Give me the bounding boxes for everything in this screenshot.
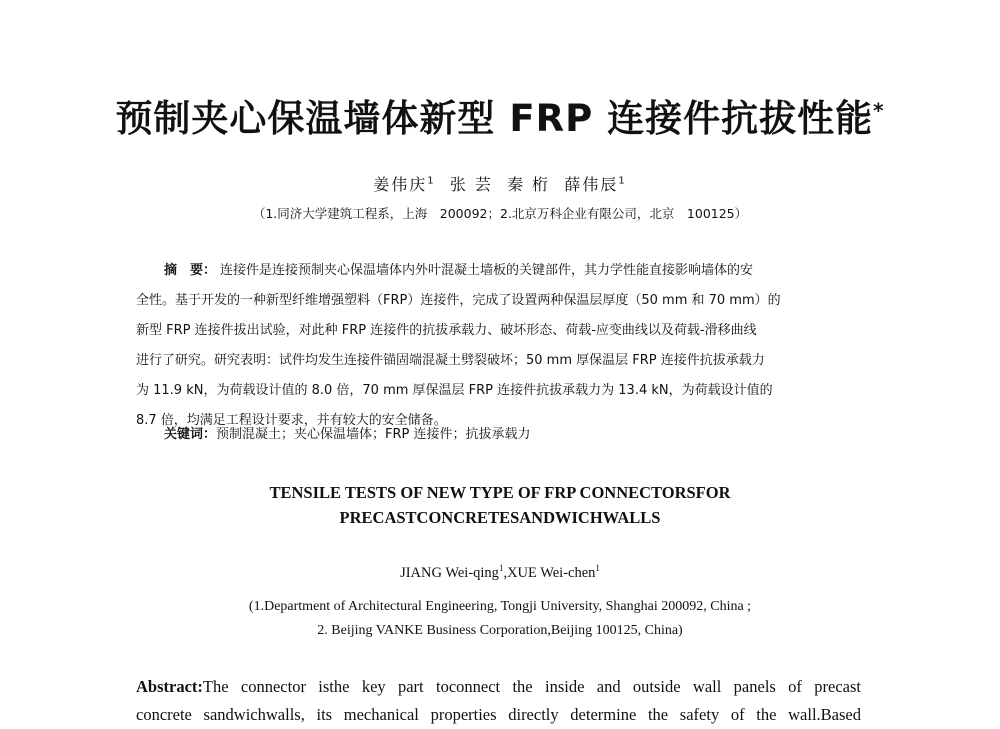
author-cn: 薛伟辰 <box>564 175 619 194</box>
authors-cn <box>0 172 1000 195</box>
author-cn: 张 芸 <box>449 175 493 194</box>
abstract-en-text: The connector isthe key part toconnect the inside and outside wall panels of precast <box>202 677 861 696</box>
abstract-cn-line: 8.7 倍，均满足工程设计要求，并有较大的安全储备。 <box>136 413 447 428</box>
abstract-cn-line: 为 11.9 kN，为荷载设计值的 8.0 倍，70 mm 厚保温层 FRP 连接件抗拔承载力为 13.4 kN，为荷载设计值的 <box>136 383 773 398</box>
author-affil-mark: 1 <box>595 563 600 573</box>
affiliation-cn: （1.同济大学建筑工程系，上海 200092；2.北京万科企业有限公司，北京 100125） <box>252 206 748 221</box>
abstract-cn <box>136 256 858 436</box>
author-en: XUE Wei-chen <box>507 564 596 581</box>
abstract-cn-line: 全性。基于开发的一种新型纤维增强塑料（FRP）连接件，完成了设置两种保温层厚度（50 mm 和 70 mm）的 <box>136 293 781 308</box>
abstract-cn-line: 新型 FRP 连接件拔出试验，对此种 FRP 连接件的抗拔承载力、破坏形态、荷载-应变曲线以及荷载-滑移曲线 <box>136 323 757 338</box>
abstract-cn-label: 摘 要： <box>164 263 217 278</box>
abstract-en-line-2: concrete sandwichwalls, its mechanical properties directly determine the safety of the wall.Based <box>136 705 861 724</box>
author-cn: 秦 桁 <box>507 175 551 194</box>
affiliation-en <box>0 595 1000 643</box>
paper-title-en <box>0 480 1000 530</box>
affiliation-en-line-1: (1.Department of Architectural Engineering, Tongji University, Shanghai 200092, China ; <box>248 599 752 614</box>
author-en: JIANG Wei-qing <box>400 564 499 581</box>
affiliation-en-line-2: 2. Beijing VANKE Business Corporation,Beijing 100125, China) <box>317 623 683 638</box>
title-footnote-mark: * <box>873 98 885 123</box>
author-affil-mark: 1 <box>427 175 436 187</box>
title-en-line-1: TENSILE TESTS OF NEW TYPE OF FRP CONNECTORSFOR <box>269 483 731 502</box>
abstract-cn-text: 连接件是连接预制夹心保温墙体内外叶混凝土墙板的关键部件，其力学性能直接影响墙体的安 <box>220 263 754 278</box>
author-cn: 姜伟庆 <box>373 175 428 194</box>
abstract-en <box>136 673 861 729</box>
author-affil-mark: 1 <box>618 175 627 187</box>
abstract-cn-line-1 <box>136 256 858 286</box>
abstract-en-line-1 <box>136 673 861 701</box>
authors-en <box>0 563 1000 582</box>
paper-title-cn <box>0 88 1000 142</box>
abstract-cn-line: 进行了研究。研究表明：试件均发生连接件锚固端混凝土劈裂破坏；50 mm 厚保温层 FRP 连接件抗拔承载力 <box>136 353 765 368</box>
title-text: 预制夹心保温墙体新型 FRP 连接件抗拔性能 <box>115 97 874 140</box>
keywords-cn-text: 预制混凝土；夹心保温墙体；FRP 连接件；抗拔承载力 <box>216 427 531 442</box>
title-en-line-2: PRECASTCONCRETESANDWICHWALLS <box>339 508 661 527</box>
keywords-cn-label: 关键词： <box>164 427 217 442</box>
abstract-en-label: Abstract: <box>136 677 203 696</box>
keywords-cn <box>164 420 864 450</box>
author-separator: , <box>503 564 508 581</box>
author-affil-mark: 1 <box>498 563 504 573</box>
